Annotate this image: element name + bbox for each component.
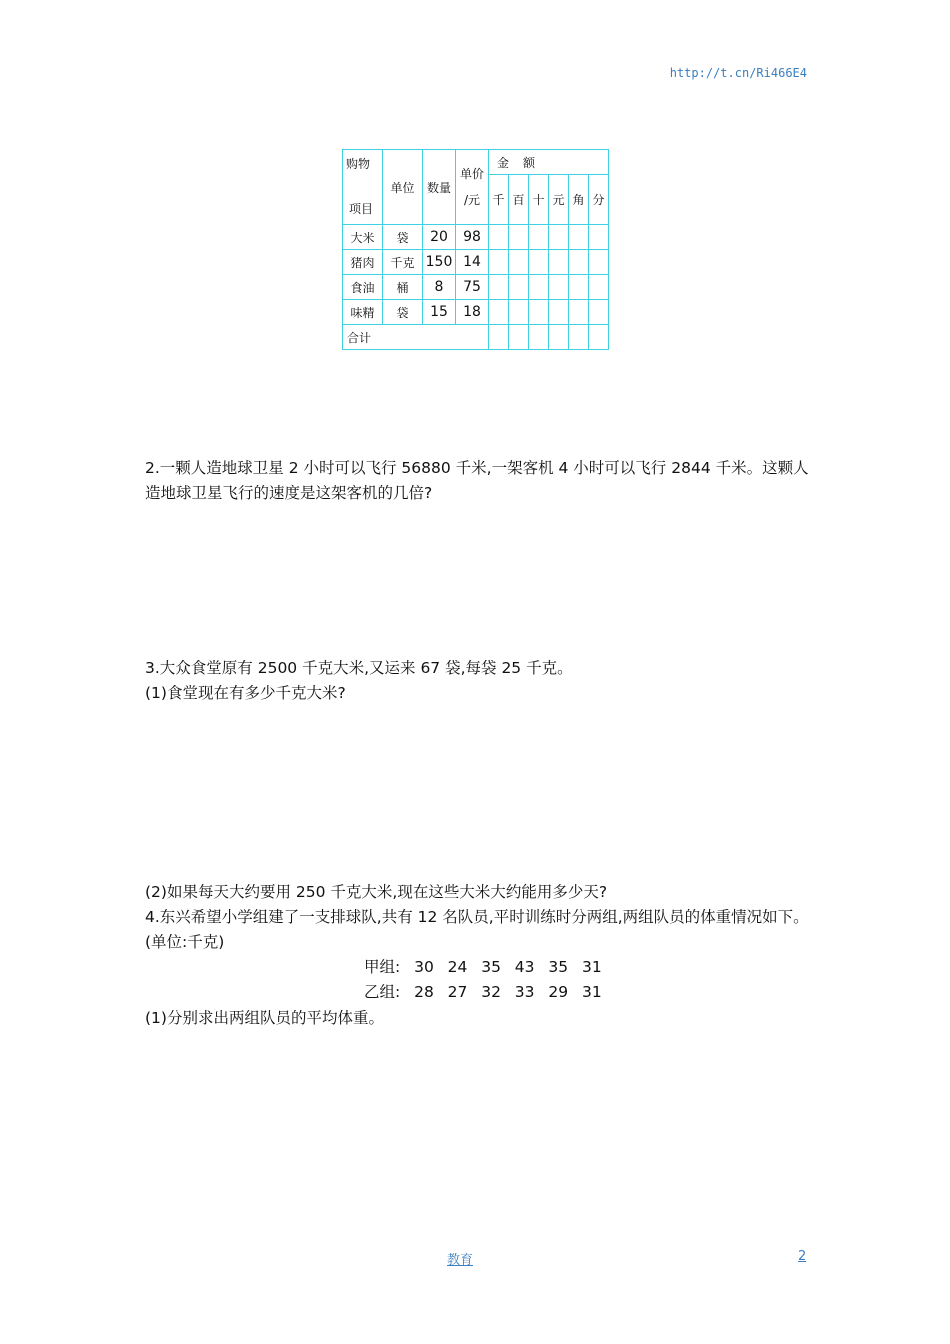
amount-cell[interactable] — [489, 225, 509, 250]
header-item: 购物 项目 — [343, 150, 383, 225]
amount-cell[interactable] — [489, 250, 509, 275]
total-label: 合计 — [343, 325, 489, 350]
amount-cell[interactable] — [529, 300, 549, 325]
row-item: 食油 — [343, 275, 383, 300]
amount-cell[interactable] — [589, 225, 609, 250]
amount-cell[interactable] — [489, 325, 509, 350]
amount-cell[interactable] — [549, 325, 569, 350]
total-row — [343, 325, 609, 350]
amount-cell[interactable] — [529, 225, 549, 250]
amount-cell[interactable] — [589, 250, 609, 275]
amount-cell[interactable] — [589, 300, 609, 325]
amount-col-bai: 百 — [509, 175, 529, 225]
table-row — [343, 225, 609, 250]
amount-cell[interactable] — [549, 300, 569, 325]
amount-cell[interactable] — [509, 275, 529, 300]
question-4-part-1: (1)分别求出两组队员的平均体重。 — [145, 1009, 384, 1027]
row-unit: 千克 — [383, 250, 423, 275]
footer-link[interactable]: 教育 — [447, 1253, 474, 1268]
table-row — [343, 250, 609, 275]
amount-cell[interactable] — [509, 325, 529, 350]
page-number: 2 — [798, 1249, 807, 1264]
row-price: 75 — [456, 275, 489, 300]
amount-cell[interactable] — [529, 250, 549, 275]
amount-col-qian: 千 — [489, 175, 509, 225]
amount-cell[interactable] — [489, 300, 509, 325]
amount-cell[interactable] — [569, 300, 589, 325]
amount-col-yuan: 元 — [549, 175, 569, 225]
shopping-table — [342, 149, 609, 350]
amount-cell[interactable] — [589, 325, 609, 350]
amount-col-jiao: 角 — [569, 175, 589, 225]
amount-col-shi: 十 — [529, 175, 549, 225]
amount-cell[interactable] — [569, 225, 589, 250]
row-qty: 8 — [423, 275, 456, 300]
amount-cell[interactable] — [509, 250, 529, 275]
amount-cell[interactable] — [529, 325, 549, 350]
question-2: 2.一颗人造地球卫星 2 小时可以飞行 56880 千米,一架客机 4 小时可以飞行 2844 千米。这颗人造地球卫星飞行的速度是这架客机的几倍? — [145, 459, 809, 502]
row-unit: 袋 — [383, 300, 423, 325]
amount-cell[interactable] — [569, 325, 589, 350]
table-row — [343, 300, 609, 325]
amount-cell[interactable] — [509, 300, 529, 325]
table-row — [343, 275, 609, 300]
row-unit: 袋 — [383, 225, 423, 250]
header-price: 单价 /元 — [456, 150, 489, 225]
amount-cell[interactable] — [549, 225, 569, 250]
amount-cell[interactable] — [589, 275, 609, 300]
amount-cell[interactable] — [549, 250, 569, 275]
row-item: 猪肉 — [343, 250, 383, 275]
row-unit: 桶 — [383, 275, 423, 300]
group-b-weights: 乙组: 28 27 32 33 29 31 — [364, 983, 602, 1001]
header-url-link[interactable]: http://t.cn/Ri466E4 — [669, 66, 807, 80]
amount-col-fen: 分 — [589, 175, 609, 225]
row-price: 98 — [456, 225, 489, 250]
row-item: 大米 — [343, 225, 383, 250]
question-3-part-1: (1)食堂现在有多少千克大米? — [145, 684, 346, 702]
row-price: 14 — [456, 250, 489, 275]
row-qty: 20 — [423, 225, 456, 250]
header-unit: 单位 — [383, 150, 423, 225]
question-4: 4.东兴希望小学组建了一支排球队,共有 12 名队员,平时训练时分两组,两组队员的体重情况如下。(单位:千克) — [145, 908, 809, 951]
amount-cell[interactable] — [529, 275, 549, 300]
question-3-part-2: (2)如果每天大约要用 250 千克大米,现在这些大米大约能用多少天? — [145, 883, 608, 901]
header-amount: 金 额 — [489, 150, 609, 175]
amount-cell[interactable] — [549, 275, 569, 300]
row-price: 18 — [456, 300, 489, 325]
amount-cell[interactable] — [489, 275, 509, 300]
row-qty: 150 — [423, 250, 456, 275]
amount-cell[interactable] — [569, 250, 589, 275]
row-qty: 15 — [423, 300, 456, 325]
group-a-weights: 甲组: 30 24 35 43 35 31 — [364, 958, 602, 976]
row-item: 味精 — [343, 300, 383, 325]
question-3: 3.大众食堂原有 2500 千克大米,又运来 67 袋,每袋 25 千克。 — [145, 659, 573, 677]
table-header-row — [343, 150, 609, 175]
header-qty: 数量 — [423, 150, 456, 225]
amount-cell[interactable] — [569, 275, 589, 300]
amount-cell[interactable] — [509, 225, 529, 250]
